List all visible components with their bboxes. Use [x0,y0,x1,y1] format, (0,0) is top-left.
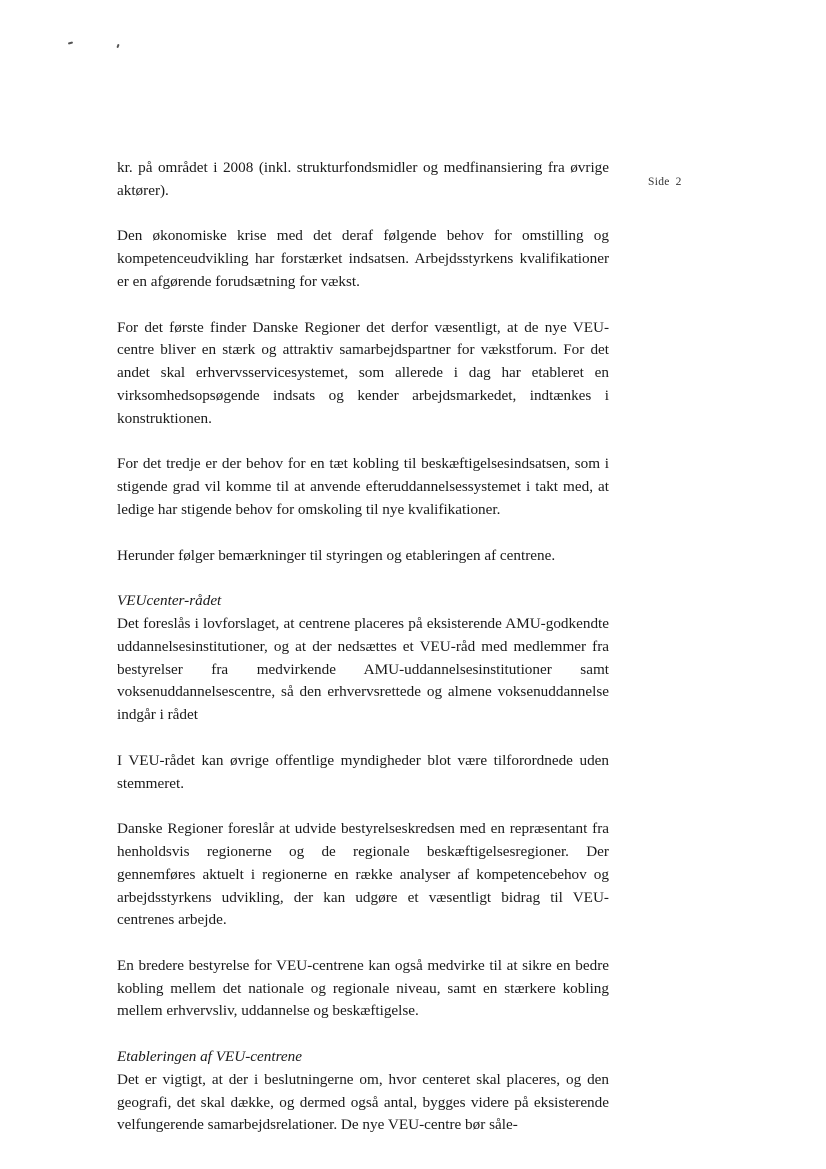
page-number: 2 [675,176,682,188]
paragraph: For det første finder Danske Regioner det derfor væsentligt, at de nye VEU-centre bliver en stærk og attraktiv samarbejdspartner for vækstforum. For det andet skal erhvervsservicesystemet, som allerede i dag har etableret en virksomhedsopsøgende indsats og kender arbejdsmarkedet, indtænkes i konstruktionen. [117,318,609,427]
paragraph: Det foreslås i lovforslaget, at centrene placeres på eksisterende AMU-godkendte uddannelsesinstitutioner, og at der nedsættes et VEU-råd med medlemmer fra bestyrelser fra medvirkende AMU-uddannelsesinstitutioner samt voksenuddannelsescentre, så den erhvervsrettede og almene voksenuddannelse indgår i rådet [117,614,609,724]
paragraph: kr. på området i 2008 (inkl. strukturfondsmidler og medfinansiering fra øvrige aktører). [117,159,609,199]
paragraph: En bredere bestyrelse for VEU-centrene kan også medvirke til at sikre en bedre kobling mellem det nationale og regionale niveau, samt en stærkere kobling mellem erhvervsliv, uddannelse og beskæftigelse. [117,956,609,1020]
scan-speck [116,44,119,48]
paragraph: Herunder følger bemærkninger til styringen og etableringen af centrene. [117,546,556,564]
section-heading: Etableringen af VEU-centrene [117,1048,303,1066]
paragraph: Det er vigtigt, at der i beslutningerne om, hvor centeret skal placeres, og den geografi, det skal dække, og dermed også antal, bygges videre på eksisterende velfungerende samarbejdsrelationer. De nye VEU-centre bør såle- [117,1070,609,1134]
scan-speck [68,41,73,44]
paragraph: I VEU-rådet kan øvrige offentlige myndigheder blot være tilforordnede uden stemmeret. [117,751,609,792]
page-number-word: Side [648,176,670,188]
paragraph: Danske Regioner foreslår at udvide bestyrelseskredsen med en repræsentant fra henholdsvis regionerne og de regionale beskæftigelsesregioner. Der gennemføres aktuelt i regionerne en række analyser af kompetencebehov og arbejdsstyrkens udvikling, der kan udgøre et væsentligt bidrag til VEU-centrenes arbejde. [117,820,609,929]
page-number-label [648,176,682,188]
section-heading: VEUcenter-rådet [117,592,222,610]
paragraph: Den økonomiske krise med det deraf følgende behov for omstilling og kompetenceudvikling har forstærket indsatsen. Arbejdsstyrkens kvalifikationer er en afgørende forudsætning for vækst. [117,227,609,290]
paragraph: For det tredje er der behov for en tæt kobling til beskæftigelsesindsatsen, som i stigende grad vil komme til at anvende efteruddannelsessystemet i takt med, at ledige har stigende behov for omskoling til nye kvalifikationer. [117,455,609,518]
body-text [117,157,609,1137]
